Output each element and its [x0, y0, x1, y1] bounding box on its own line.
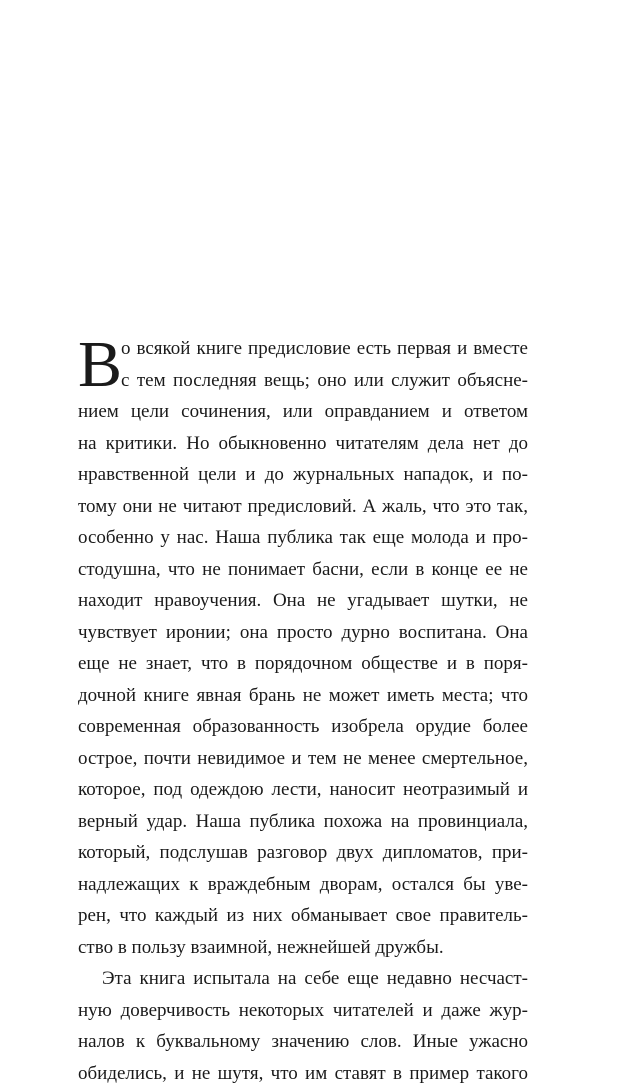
- text-line: чувствует иронии; она просто дурно воспитана. Она: [78, 617, 528, 649]
- text-line: стодушна, что не понимает басни, если в конце ее не: [78, 554, 528, 586]
- text-line: еще не знает, что в порядочном обществе и в поря-: [78, 648, 528, 680]
- text-line: рен, что каждый из них обманывает свое правитель-: [78, 900, 528, 932]
- text-line: обиделись, и не шутя, что им ставят в пример такого: [78, 1058, 528, 1089]
- text-line: который, подслушав разговор двух дипломатов, при-: [78, 837, 528, 869]
- text-line: острое, почти невидимое и тем не менее смертельное,: [78, 743, 528, 775]
- text-line: нравственной цели и до журнальных нападок, и по-: [78, 459, 528, 491]
- text-line: ную доверчивость некоторых читателей и даже жур-: [78, 995, 528, 1027]
- text-line: ство в пользу взаимной, нежнейшей дружбы.: [78, 932, 528, 964]
- text-line: с тем последняя вещь; оно или служит объясне-: [78, 365, 528, 397]
- drop-cap: В: [78, 337, 122, 393]
- text-line: дочной книге явная брань не может иметь места; что: [78, 680, 528, 712]
- text-line: налов к буквальному значению слов. Иные ужасно: [78, 1026, 528, 1058]
- text-line: тому они не читают предисловий. А жаль, что это так,: [78, 491, 528, 523]
- text-line: верный удар. Наша публика похожа на провинциала,: [78, 806, 528, 838]
- text-line: современная образованность изобрела орудие более: [78, 711, 528, 743]
- text-line: которое, под одеждою лести, наносит неотразимый и: [78, 774, 528, 806]
- text-line: особенно у нас. Наша публика так еще молода и про-: [78, 522, 528, 554]
- paragraph-2: [78, 963, 528, 1089]
- paragraph-1: [78, 333, 528, 963]
- text-line: Эта книга испытала на себе еще недавно несчаст-: [78, 963, 528, 995]
- text-block: [78, 333, 528, 1089]
- text-line: находит нравоучения. Она не угадывает шутки, не: [78, 585, 528, 617]
- text-line: о всякой книге предисловие есть первая и вместе: [78, 333, 528, 365]
- text-line: надлежащих к враждебным дворам, остался бы уве-: [78, 869, 528, 901]
- text-line: нием цели сочинения, или оправданием и ответом: [78, 396, 528, 428]
- text-line: на критики. Но обыкновенно читателям дела нет до: [78, 428, 528, 460]
